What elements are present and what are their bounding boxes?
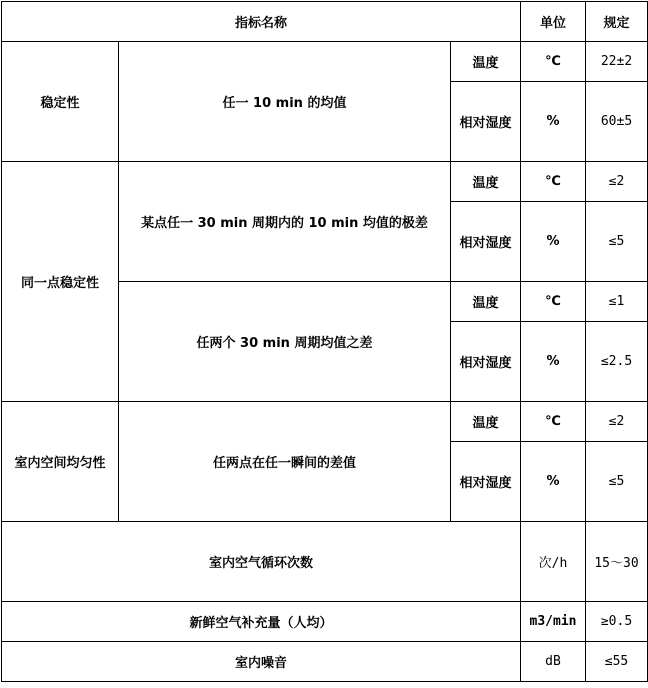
unit-cell: dB bbox=[521, 642, 586, 682]
unit-cell: % bbox=[521, 322, 586, 402]
spec-cell: ≤55 bbox=[586, 642, 648, 682]
item-name: 新鲜空气补充量（人均） bbox=[2, 602, 521, 642]
unit-cell: ℃ bbox=[521, 42, 586, 82]
unit-cell: % bbox=[521, 82, 586, 162]
spec-cell: 15～30 bbox=[586, 522, 648, 602]
group-name: 稳定性 bbox=[2, 42, 119, 162]
param-label: 温度 bbox=[451, 282, 521, 322]
header-name: 指标名称 bbox=[2, 2, 521, 42]
table-row bbox=[2, 642, 648, 682]
spec-cell: ≤1 bbox=[586, 282, 648, 322]
param-label: 相对湿度 bbox=[451, 202, 521, 282]
spec-cell: 22±2 bbox=[586, 42, 648, 82]
param-label: 温度 bbox=[451, 162, 521, 202]
header-unit: 单位 bbox=[521, 2, 586, 42]
table-row bbox=[2, 162, 648, 202]
param-label: 温度 bbox=[451, 402, 521, 442]
spec-cell: ≤2.5 bbox=[586, 322, 648, 402]
unit-cell: ℃ bbox=[521, 162, 586, 202]
param-label: 相对湿度 bbox=[451, 442, 521, 522]
condition-desc: 某点任一 30 min 周期内的 10 min 均值的极差 bbox=[119, 162, 451, 282]
header-row bbox=[2, 2, 648, 42]
spec-cell: ≤5 bbox=[586, 442, 648, 522]
unit-cell: % bbox=[521, 442, 586, 522]
header-spec: 规定 bbox=[586, 2, 648, 42]
spec-cell: ≤5 bbox=[586, 202, 648, 282]
condition-desc: 任两点在任一瞬间的差值 bbox=[119, 402, 451, 522]
item-name: 室内空气循环次数 bbox=[2, 522, 521, 602]
unit-cell: ℃ bbox=[521, 282, 586, 322]
condition-desc: 任两个 30 min 周期均值之差 bbox=[119, 282, 451, 402]
spec-cell: ≤2 bbox=[586, 162, 648, 202]
group-name: 室内空间均匀性 bbox=[2, 402, 119, 522]
unit-cell: 次/h bbox=[521, 522, 586, 602]
table-row bbox=[2, 402, 648, 442]
param-label: 相对湿度 bbox=[451, 322, 521, 402]
spec-cell: 60±5 bbox=[586, 82, 648, 162]
spec-cell: ≥0.5 bbox=[586, 602, 648, 642]
condition-desc: 任一 10 min 的均值 bbox=[119, 42, 451, 162]
group-name: 同一点稳定性 bbox=[2, 162, 119, 402]
spec-table bbox=[1, 1, 648, 682]
param-label: 温度 bbox=[451, 42, 521, 82]
spec-cell: ≤2 bbox=[586, 402, 648, 442]
unit-cell: % bbox=[521, 202, 586, 282]
item-name: 室内噪音 bbox=[2, 642, 521, 682]
unit-cell: m3/min bbox=[521, 602, 586, 642]
table-row bbox=[2, 522, 648, 602]
table-row bbox=[2, 42, 648, 82]
param-label: 相对湿度 bbox=[451, 82, 521, 162]
table-row bbox=[2, 602, 648, 642]
unit-cell: ℃ bbox=[521, 402, 586, 442]
